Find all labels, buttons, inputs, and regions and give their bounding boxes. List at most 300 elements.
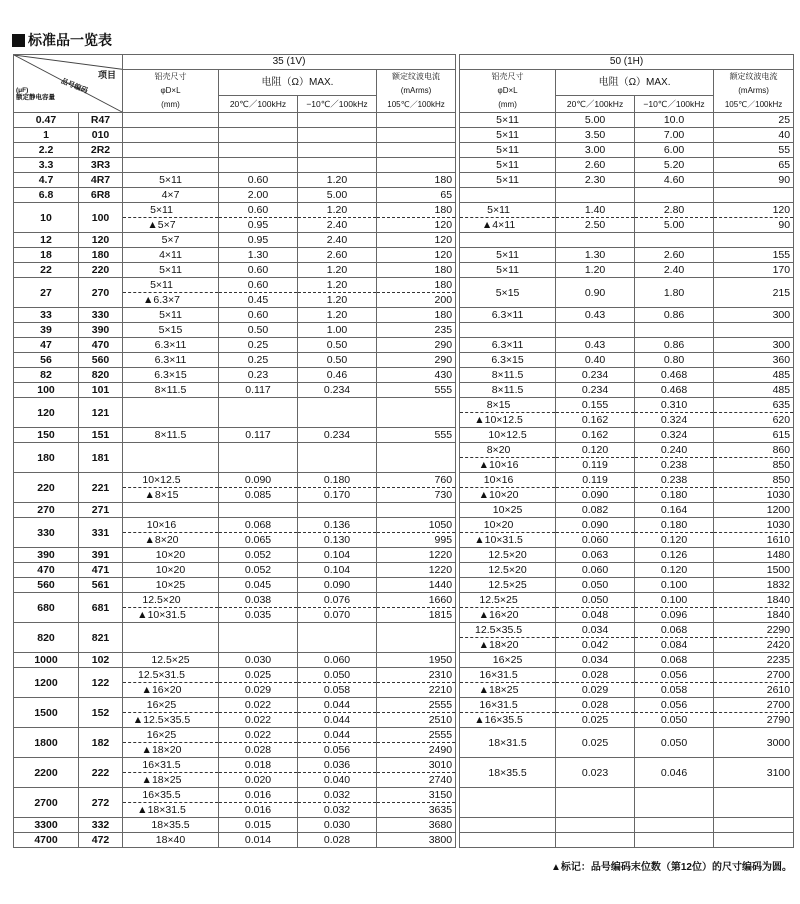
sub-value: ▲10×16 xyxy=(460,457,555,472)
ripple-current-cell-35v: 290 xyxy=(377,353,456,368)
capacitance-cell: 820 xyxy=(14,623,79,653)
esr-minus10c-cell-35v xyxy=(298,443,377,473)
ripple-current-cell-35v: 235 xyxy=(377,323,456,338)
voltage-50-header: 50 (1H) xyxy=(460,55,794,70)
ripple-current-cell-50v: 1500 xyxy=(714,563,794,578)
case-size-cell-35v: 6.3×11 xyxy=(123,353,219,368)
ripple-current-cell-35v: 555 xyxy=(377,383,456,398)
sub-value: 16×31.5 xyxy=(479,669,518,681)
code-cell: 101 xyxy=(79,383,123,398)
sub-value: 0.022 xyxy=(244,729,272,741)
esr-20c-cell-50v: 0.023 xyxy=(556,758,635,788)
esr-20c-header-50: 20℃／100kHz xyxy=(556,96,635,113)
sub-value: 2290 xyxy=(766,624,791,636)
sub-value: 0.60 xyxy=(247,279,269,291)
esr-minus10c-cell-50v: 0.80 xyxy=(635,353,714,368)
ripple-current-cell-35v xyxy=(377,503,456,518)
table-row xyxy=(14,578,794,593)
table-row xyxy=(14,308,794,323)
ripple-current-cell-35v xyxy=(377,758,456,788)
sub-value: 8×20 xyxy=(486,444,511,456)
esr-minus10c-cell-35v: 1.00 xyxy=(298,323,377,338)
capacitance-cell: 3.3 xyxy=(14,158,79,173)
sub-value: ▲16×35.5 xyxy=(460,712,555,727)
sub-value: 0.032 xyxy=(298,802,376,817)
sub-value: 0.136 xyxy=(323,519,351,531)
esr-minus10c-header-35: −10℃／100kHz xyxy=(298,96,377,113)
sub-value: 0.096 xyxy=(635,607,713,622)
capacitance-cell: 18 xyxy=(14,248,79,263)
case-size-cell-50v: 10×25 xyxy=(460,503,556,518)
esr-20c-cell-50v: 0.082 xyxy=(556,503,635,518)
ripple-current-cell-35v xyxy=(377,668,456,698)
sub-value: ▲6.3×7 xyxy=(123,292,218,307)
esr-minus10c-cell-50v: 0.164 xyxy=(635,503,714,518)
case-size-cell-50v: 8×11.5 xyxy=(460,368,556,383)
sub-value: 0.119 xyxy=(582,474,608,486)
capacitance-cell: 1200 xyxy=(14,668,79,698)
esr-minus10c-cell-50v xyxy=(635,818,714,833)
standard-products-table xyxy=(13,54,794,848)
ripple-current-cell-50v xyxy=(714,443,794,473)
esr-minus10c-cell-50v: 0.468 xyxy=(635,383,714,398)
esr-header-50: 电阻（Ω）MAX. xyxy=(556,70,714,96)
case-size-cell-35v: 5×11 xyxy=(123,308,219,323)
square-bullet-icon xyxy=(12,34,25,47)
sub-value: 760 xyxy=(434,474,453,486)
case-size-cell-35v xyxy=(123,503,219,518)
sub-value: 2555 xyxy=(428,699,453,711)
ripple-current-cell-50v: 2235 xyxy=(714,653,794,668)
sub-value: 0.130 xyxy=(298,532,376,547)
table-row xyxy=(14,263,794,278)
esr-20c-cell-50v xyxy=(556,188,635,203)
case-size-cell-35v xyxy=(123,443,219,473)
sub-value: 0.029 xyxy=(556,682,634,697)
sub-value: 1.20 xyxy=(326,204,348,216)
sub-value: 1030 xyxy=(766,519,791,531)
code-cell: R47 xyxy=(79,113,123,128)
code-cell: 152 xyxy=(79,698,123,728)
ripple-current-cell-35v: 290 xyxy=(377,338,456,353)
table-row xyxy=(14,668,794,698)
table-row xyxy=(14,338,794,353)
esr-minus10c-cell-50v xyxy=(635,788,714,818)
case-size-cell-35v: 8×11.5 xyxy=(123,428,219,443)
code-cell: 271 xyxy=(79,503,123,518)
sub-value: 0.016 xyxy=(219,802,297,817)
esr-20c-cell-50v: 0.063 xyxy=(556,548,635,563)
esr-minus10c-cell-35v xyxy=(298,758,377,788)
ripple-current-cell-35v: 180 xyxy=(377,263,456,278)
case-size-cell-35v xyxy=(123,593,219,623)
ripple-current-cell-35v xyxy=(377,728,456,758)
esr-20c-cell-50v xyxy=(556,323,635,338)
case-size-cell-50v xyxy=(460,188,556,203)
esr-minus10c-cell-35v xyxy=(298,503,377,518)
sub-value: ▲8×15 xyxy=(123,487,218,502)
esr-minus10c-cell-50v xyxy=(635,833,714,848)
case-size-cell-50v: 5×11 xyxy=(460,173,556,188)
code-cell: 560 xyxy=(79,353,123,368)
esr-20c-cell-35v: 0.052 xyxy=(219,548,298,563)
sub-value: 0.028 xyxy=(581,669,609,681)
case-size-cell-50v xyxy=(460,443,556,473)
sub-value: 0.120 xyxy=(635,532,713,547)
esr-20c-cell-35v xyxy=(219,443,298,473)
capacitance-cell: 390 xyxy=(14,548,79,563)
sub-value: 635 xyxy=(772,399,791,411)
code-cell: 390 xyxy=(79,323,123,338)
esr-20c-cell-35v: 0.60 xyxy=(219,173,298,188)
case-size-cell-50v: 6.3×11 xyxy=(460,308,556,323)
esr-20c-cell-35v xyxy=(219,518,298,548)
case-size-cell-50v: 6.3×11 xyxy=(460,338,556,353)
case-size-cell-35v xyxy=(123,728,219,758)
table-row xyxy=(14,653,794,668)
sub-value: 0.076 xyxy=(323,594,351,606)
case-size-cell-50v: 16×25 xyxy=(460,653,556,668)
esr-20c-cell-35v xyxy=(219,593,298,623)
esr-20c-cell-50v xyxy=(556,623,635,653)
esr-minus10c-cell-35v xyxy=(298,473,377,503)
case-size-cell-35v xyxy=(123,158,219,173)
sub-value: 180 xyxy=(434,279,453,291)
esr-20c-cell-35v xyxy=(219,623,298,653)
esr-minus10c-cell-35v xyxy=(298,128,377,143)
table-row xyxy=(14,278,794,308)
case-size-cell-50v: 18×31.5 xyxy=(460,728,556,758)
esr-minus10c-cell-50v: 7.00 xyxy=(635,128,714,143)
sub-value: 0.018 xyxy=(244,759,272,771)
esr-20c-cell-50v xyxy=(556,593,635,623)
capacitance-cell: 330 xyxy=(14,518,79,548)
esr-minus10c-cell-50v xyxy=(635,188,714,203)
ripple-current-cell-50v xyxy=(714,698,794,728)
esr-minus10c-cell-35v: 2.60 xyxy=(298,248,377,263)
table-row xyxy=(14,758,794,788)
case-size-cell-35v xyxy=(123,788,219,818)
sub-value: 0.95 xyxy=(219,217,297,232)
esr-20c-cell-35v: 0.23 xyxy=(219,368,298,383)
sub-value: 2.40 xyxy=(298,217,376,232)
capacitance-cell: 0.47 xyxy=(14,113,79,128)
capacitance-cell: 180 xyxy=(14,443,79,473)
code-cell: 010 xyxy=(79,128,123,143)
sub-value: 120 xyxy=(772,204,791,216)
sub-value: 0.310 xyxy=(660,399,688,411)
esr-20c-cell-50v: 3.00 xyxy=(556,143,635,158)
code-cell: 330 xyxy=(79,308,123,323)
esr-20c-cell-35v xyxy=(219,158,298,173)
capacitance-cell: 560 xyxy=(14,578,79,593)
esr-minus10c-cell-35v xyxy=(298,788,377,818)
case-size-cell-50v: 18×35.5 xyxy=(460,758,556,788)
esr-minus10c-cell-50v: 0.86 xyxy=(635,338,714,353)
code-cell: 222 xyxy=(79,758,123,788)
esr-20c-cell-50v: 5.00 xyxy=(556,113,635,128)
item-label: 项目 xyxy=(97,70,116,80)
sub-value: 0.050 xyxy=(635,712,713,727)
sub-value: ▲5×7 xyxy=(123,217,218,232)
capacitance-cell: 1500 xyxy=(14,698,79,728)
ripple-current-cell-50v: 170 xyxy=(714,263,794,278)
sub-value: 90 xyxy=(714,217,793,232)
sub-value: 0.180 xyxy=(635,487,713,502)
esr-minus10c-cell-50v: 0.86 xyxy=(635,308,714,323)
esr-header-35: 电阻（Ω）MAX. xyxy=(219,70,377,96)
esr-minus10c-cell-35v: 0.030 xyxy=(298,818,377,833)
ripple-current-cell-35v xyxy=(377,398,456,428)
ripple-current-cell-50v xyxy=(714,833,794,848)
sub-value: 180 xyxy=(434,204,453,216)
sub-value: 995 xyxy=(377,532,455,547)
sub-value: 0.025 xyxy=(244,669,272,681)
esr-20c-cell-35v xyxy=(219,278,298,308)
case-size-cell-50v xyxy=(460,233,556,248)
sub-value: 0.180 xyxy=(660,519,688,531)
sub-value: 0.324 xyxy=(635,412,713,427)
esr-20c-cell-50v: 0.034 xyxy=(556,653,635,668)
code-cell: 182 xyxy=(79,728,123,758)
sub-value: ▲18×31.5 xyxy=(123,802,218,817)
header-corner-cell xyxy=(14,55,123,113)
ripple-current-cell-50v: 300 xyxy=(714,308,794,323)
ripple-current-cell-50v: 360 xyxy=(714,353,794,368)
esr-20c-cell-50v: 0.40 xyxy=(556,353,635,368)
sub-value: ▲16×20 xyxy=(460,607,555,622)
esr-minus10c-cell-35v xyxy=(298,623,377,653)
sub-value: 0.035 xyxy=(219,607,297,622)
ripple-current-cell-50v xyxy=(714,188,794,203)
table-body xyxy=(14,113,794,848)
case-size-cell-35v: 18×35.5 xyxy=(123,818,219,833)
ripple-current-cell-50v xyxy=(714,233,794,248)
sub-value: 1030 xyxy=(714,487,793,502)
esr-minus10c-cell-50v: 0.100 xyxy=(635,578,714,593)
esr-20c-cell-35v: 0.030 xyxy=(219,653,298,668)
sub-value: 0.044 xyxy=(323,729,351,741)
esr-20c-cell-50v: 0.234 xyxy=(556,383,635,398)
sub-value: 16×25 xyxy=(146,729,177,741)
ripple-current-cell-50v: 25 xyxy=(714,113,794,128)
esr-minus10c-cell-35v xyxy=(298,668,377,698)
case-size-cell-35v xyxy=(123,518,219,548)
code-label: 品号编码 xyxy=(59,78,89,96)
esr-minus10c-cell-50v xyxy=(635,233,714,248)
sub-value: 16×31.5 xyxy=(479,699,518,711)
esr-20c-cell-35v: 2.00 xyxy=(219,188,298,203)
sub-value: 12.5×25 xyxy=(479,594,518,606)
sub-value: 2420 xyxy=(714,637,793,652)
case-size-cell-35v xyxy=(123,203,219,233)
ripple-current-cell-35v xyxy=(377,113,456,128)
sub-value: 0.058 xyxy=(635,682,713,697)
table-row xyxy=(14,203,794,233)
esr-minus10c-cell-50v: 5.20 xyxy=(635,158,714,173)
case-size-cell-50v: 10×12.5 xyxy=(460,428,556,443)
capacitance-cell: 680 xyxy=(14,593,79,623)
sub-value: 0.048 xyxy=(556,607,634,622)
esr-20c-cell-35v xyxy=(219,788,298,818)
esr-20c-cell-35v: 0.25 xyxy=(219,338,298,353)
case-size-cell-35v xyxy=(123,668,219,698)
esr-20c-cell-35v: 0.25 xyxy=(219,353,298,368)
sub-value: 0.060 xyxy=(556,532,634,547)
esr-20c-cell-50v: 0.050 xyxy=(556,578,635,593)
case-size-cell-35v: 5×7 xyxy=(123,233,219,248)
esr-minus10c-cell-50v: 0.050 xyxy=(635,728,714,758)
case-size-cell-50v xyxy=(460,833,556,848)
ripple-current-cell-35v: 3680 xyxy=(377,818,456,833)
table-row xyxy=(14,383,794,398)
esr-minus10c-cell-35v: 0.234 xyxy=(298,383,377,398)
sub-value: 200 xyxy=(377,292,455,307)
sub-value: 10×12.5 xyxy=(142,474,181,486)
case-size-cell-50v xyxy=(460,788,556,818)
esr-minus10c-cell-35v: 0.50 xyxy=(298,353,377,368)
case-size-cell-50v: 8×11.5 xyxy=(460,383,556,398)
esr-20c-cell-50v: 2.60 xyxy=(556,158,635,173)
sub-value: 0.032 xyxy=(323,789,351,801)
code-cell: 272 xyxy=(79,788,123,818)
esr-20c-cell-35v xyxy=(219,668,298,698)
sub-value: 0.238 xyxy=(660,474,688,486)
capacitance-cell: 39 xyxy=(14,323,79,338)
sub-value: 0.028 xyxy=(581,699,609,711)
code-cell: 151 xyxy=(79,428,123,443)
esr-minus10c-cell-35v: 5.00 xyxy=(298,188,377,203)
case-size-cell-50v xyxy=(460,668,556,698)
esr-20c-cell-35v xyxy=(219,113,298,128)
case-size-cell-50v: 5×11 xyxy=(460,248,556,263)
esr-20c-cell-50v: 1.30 xyxy=(556,248,635,263)
sub-value: ▲10×12.5 xyxy=(460,412,555,427)
case-size-cell-50v xyxy=(460,623,556,653)
table-row xyxy=(14,428,794,443)
esr-minus10c-cell-50v: 0.120 xyxy=(635,563,714,578)
table-row xyxy=(14,173,794,188)
esr-20c-cell-50v xyxy=(556,233,635,248)
case-size-cell-35v: 6.3×11 xyxy=(123,338,219,353)
case-size-cell-35v: 18×40 xyxy=(123,833,219,848)
case-size-cell-50v xyxy=(460,323,556,338)
esr-minus10c-cell-50v xyxy=(635,698,714,728)
esr-minus10c-cell-50v xyxy=(635,593,714,623)
case-size-cell-35v xyxy=(123,278,219,308)
sub-value: 0.090 xyxy=(556,487,634,502)
sub-value: 3010 xyxy=(428,759,453,771)
esr-minus10c-cell-50v: 0.126 xyxy=(635,548,714,563)
esr-20c-cell-35v xyxy=(219,698,298,728)
esr-minus10c-cell-35v xyxy=(298,113,377,128)
case-size-header-35: 铝壳尺寸 φD×L (mm) xyxy=(123,70,219,113)
ripple-current-cell-35v xyxy=(377,158,456,173)
sub-value: 3150 xyxy=(428,789,453,801)
table-row xyxy=(14,353,794,368)
sub-value: 0.065 xyxy=(219,532,297,547)
ripple-header-50: 额定纹波电流 (mArms) 105℃／100kHz xyxy=(714,70,794,113)
case-size-cell-50v xyxy=(460,473,556,503)
esr-minus10c-cell-35v: 0.090 xyxy=(298,578,377,593)
sub-value: ▲10×31.5 xyxy=(123,607,218,622)
ripple-current-cell-35v: 430 xyxy=(377,368,456,383)
table-row xyxy=(14,368,794,383)
case-size-cell-35v: 4×11 xyxy=(123,248,219,263)
capacitance-cell: 4.7 xyxy=(14,173,79,188)
esr-20c-cell-35v: 0.045 xyxy=(219,578,298,593)
esr-20c-cell-35v: 0.015 xyxy=(219,818,298,833)
capacitance-cell: 1 xyxy=(14,128,79,143)
sub-value: ▲10×31.5 xyxy=(460,532,555,547)
esr-20c-cell-50v xyxy=(556,203,635,233)
ripple-current-cell-50v: 1480 xyxy=(714,548,794,563)
sub-value: 16×25 xyxy=(146,699,177,711)
case-size-cell-50v: 5×15 xyxy=(460,278,556,308)
esr-20c-cell-35v xyxy=(219,758,298,788)
esr-minus10c-cell-50v xyxy=(635,623,714,653)
table-row xyxy=(14,623,794,653)
esr-minus10c-cell-50v: 6.00 xyxy=(635,143,714,158)
code-cell: 2R2 xyxy=(79,143,123,158)
esr-20c-cell-35v xyxy=(219,728,298,758)
sub-value: ▲18×20 xyxy=(123,742,218,757)
ripple-current-cell-50v xyxy=(714,623,794,653)
case-size-cell-35v xyxy=(123,128,219,143)
sub-value: 1.20 xyxy=(326,279,348,291)
esr-minus10c-cell-50v: 0.324 xyxy=(635,428,714,443)
sub-value: 0.028 xyxy=(219,742,297,757)
case-size-cell-50v: 5×11 xyxy=(460,128,556,143)
ripple-current-cell-35v xyxy=(377,518,456,548)
capacitance-cell: 1000 xyxy=(14,653,79,668)
esr-20c-cell-50v xyxy=(556,443,635,473)
sub-value: 1815 xyxy=(377,607,455,622)
ripple-current-cell-50v: 1200 xyxy=(714,503,794,518)
esr-20c-cell-50v: 0.162 xyxy=(556,428,635,443)
ripple-current-cell-35v: 1950 xyxy=(377,653,456,668)
sub-value: ▲10×20 xyxy=(460,487,555,502)
table-row xyxy=(14,518,794,548)
esr-20c-cell-35v xyxy=(219,503,298,518)
esr-20c-cell-50v: 0.43 xyxy=(556,308,635,323)
sub-value: 0.056 xyxy=(660,699,688,711)
case-size-cell-50v: 5×11 xyxy=(460,143,556,158)
case-size-cell-35v xyxy=(123,473,219,503)
capacitance-cell: 56 xyxy=(14,353,79,368)
esr-20c-cell-35v: 0.95 xyxy=(219,233,298,248)
esr-20c-cell-35v: 0.117 xyxy=(219,428,298,443)
sub-value: 2555 xyxy=(428,729,453,741)
capacitance-cell: 220 xyxy=(14,473,79,503)
ripple-current-cell-50v xyxy=(714,473,794,503)
case-size-cell-35v: 5×15 xyxy=(123,323,219,338)
capacitance-cell: 47 xyxy=(14,338,79,353)
esr-minus10c-cell-35v xyxy=(298,698,377,728)
capacitance-cell: 4700 xyxy=(14,833,79,848)
esr-minus10c-cell-35v xyxy=(298,518,377,548)
ripple-current-cell-50v xyxy=(714,788,794,818)
table-row xyxy=(14,158,794,173)
esr-20c-cell-35v: 0.60 xyxy=(219,308,298,323)
sub-value: 2740 xyxy=(377,772,455,787)
capacitance-cell: 2700 xyxy=(14,788,79,818)
esr-20c-cell-50v: 2.30 xyxy=(556,173,635,188)
esr-20c-cell-35v xyxy=(219,143,298,158)
code-cell: 100 xyxy=(79,203,123,233)
sub-value: 0.068 xyxy=(660,624,688,636)
sub-value: ▲4×11 xyxy=(460,217,555,232)
